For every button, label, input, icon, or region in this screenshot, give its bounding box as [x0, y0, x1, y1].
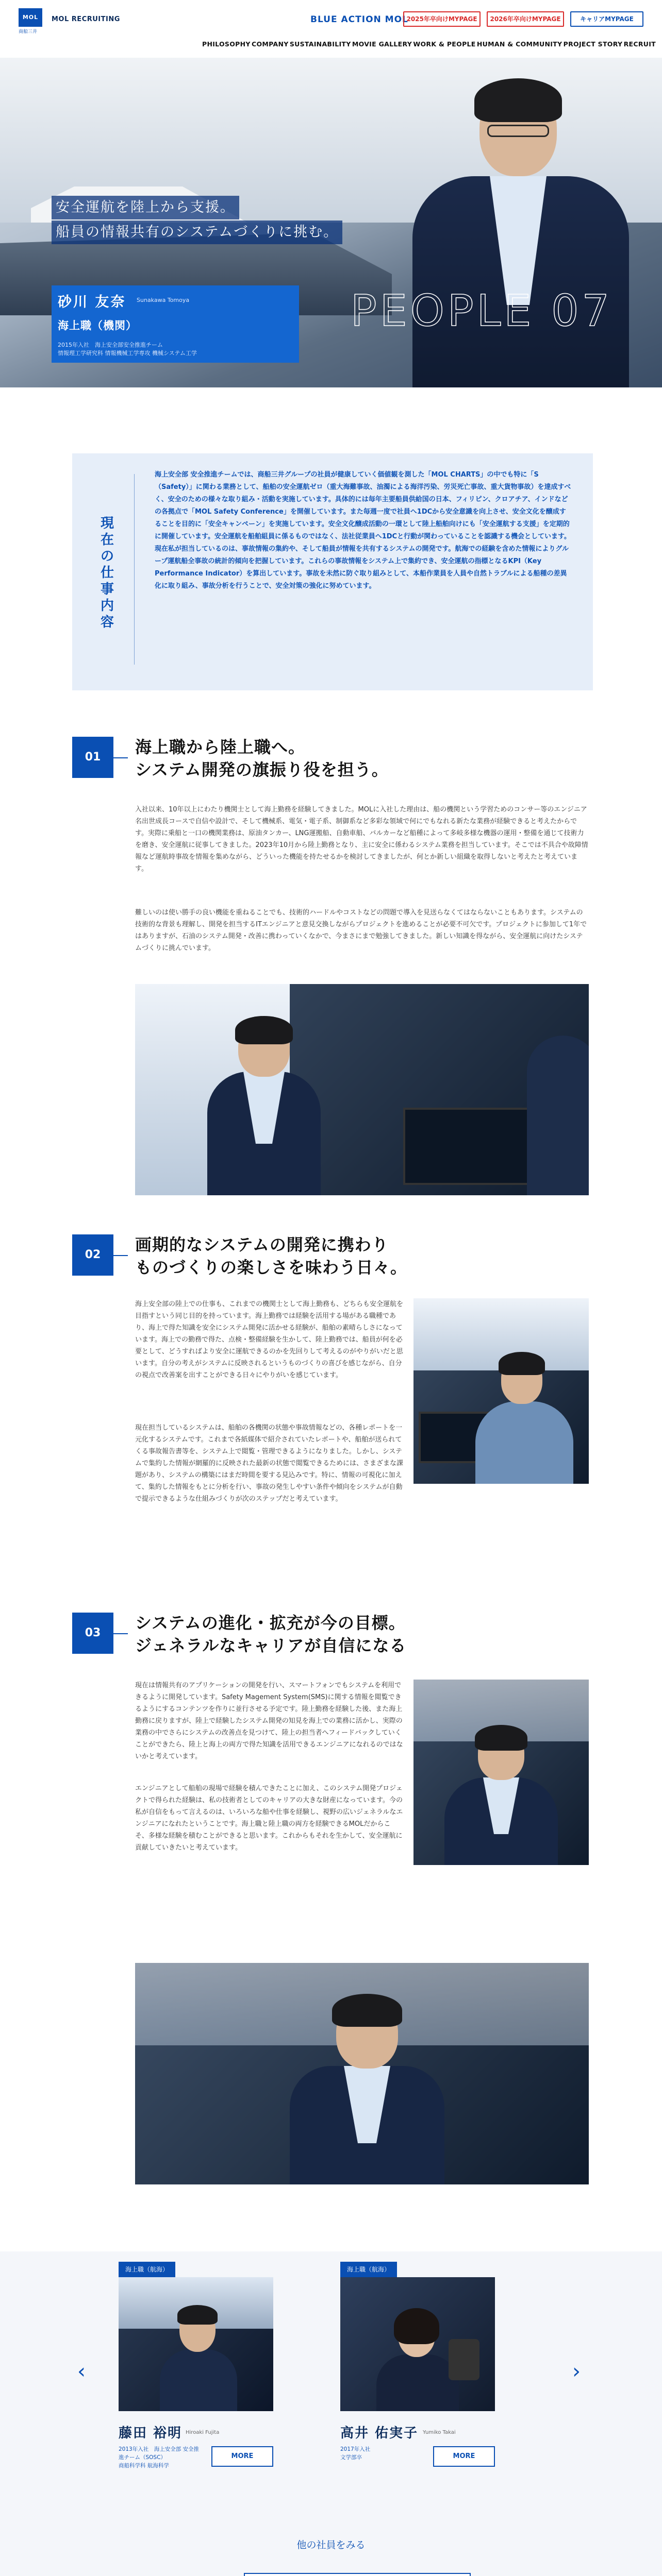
nav-movie-gallery[interactable]: MOVIE GALLERY — [352, 40, 412, 48]
nav-company[interactable]: COMPANY — [252, 40, 289, 48]
section-photo-03 — [413, 1680, 589, 1865]
card-tag: 海上職（航海） — [340, 2262, 397, 2277]
card-photo — [119, 2277, 273, 2411]
mypage-2026-button[interactable]: 2026年卒向けMYPAGE — [487, 11, 564, 27]
job-description-text: 海上安全部 安全推進チームでは、商船三井グループの社員が健康していく価値観を測した「MOL CHARTS」の中でも特に「S（Safety）」に関わる業務として、船舶の安全運航ゼロ（重大海難事故、油濁による海洋汚染、労災死亡事故、重大貨物事故）を達成すべく、安全のための様々な取り組み・活動を実施しています。具体的には毎年主要船員供給国の日本、フィリピン、クロアチア、インドなどの各拠点で「MOL Safety Conference」を開催しています。また毎週一度で社員へ1DCから安全意識を向上させ、安全文化を醸成することを目的に「安全キャンペーン」を実施しています。安全文化醸成活動の一環として陸上船舶向けにも「安全運航する支援」を定期的に開催しています。安全運航を船舶組員に係るものではなく、法社従業員へ1DCと行動が関わっていることを認識する機会としています。現在私が担当しているのは、事故情報の集約や、そして船員が情報を共有するシステムの開発です。航海での経験を含めた情報によりグループ運航船全事故の統計的傾向を把握しています。これらの事故情報をシステム上で集約でき、安全運航の指標となるKPI（Key Performance Indicator）を算出しています。事故を未然に防ぐ取り組みとして、本船作業員を人員や自然トラブルによる船種の差異化に取り組み、事故分析を行うことで、安全対策の強化に努めています。 — [155, 471, 571, 590]
card-tag: 海上職（航海） — [119, 2262, 175, 2277]
hero-person-photo — [392, 68, 629, 387]
job-description-title: 現在の仕事内容 — [100, 516, 114, 630]
section-title-02: 画期的なシステムの開発に携わり ものづくりの楽しさを味わう日々。 — [135, 1235, 408, 1277]
section-body-02a: 海上安全部の陸上での仕事も、これまでの機関士として海上勤務も、どちらも安全運航を目指すという同じ目的を持っています。海上勤務では経験を活用する場がある職種であり、海上で得た知識を安全にシステム開発に活かせる経験が、船舶の素晴らしさになっています。海上での勤務で得た、点検・整備経験を生かして、陸上勤務では、船員が何を必要として、どうすればより安全に運航できるのかを先回りして考えるのがやりがいだと思います。自分の考えがシステムに反映されるというものづくりの喜びを感じながら、自分の視点で改善案を出すことができる日々にやりがいを感じています。 — [135, 1300, 404, 1379]
logo-subtext: 商船三井 — [19, 29, 38, 35]
hero-catch-line-2: 船員の情報共有のシステムづくりに挑む。 — [52, 221, 342, 244]
section-photo-02 — [413, 1298, 589, 1484]
mypage-2025-button[interactable]: 2025年卒向けMYPAGE — [403, 11, 481, 27]
global-nav — [202, 40, 656, 48]
section-body-03a: 現在は情報共有のアプリケーションの開発を行い、スマートフォンでもシステムを利用できるように開発しています。Safety Magement System(SMS)に関する情報を閲覧できるようにするコンテンツを作りに並行させる予定です。陸上勤務を経験した後、また海上勤務に戻りますが、陸上で経験したシステム開発の知見を海上での業務に活かし、実際の業務の中でさらにシステムの改善点を見つけて、陸上の担当者へフィードバックしていくことができたら、陸上と海上の両方で得た知識を活用できるエンジニアになれるのではないかと考えています。 — [135, 1682, 403, 1760]
section-title-03: システムの進化・拡充が今の目標。 ジェネラルなキャリアが自信になる — [135, 1613, 407, 1655]
nav-work-people[interactable]: WORK & PEOPLE — [413, 40, 476, 48]
section-number-02: 02 — [72, 1234, 113, 1276]
site-header — [0, 0, 662, 58]
person-job: 海上職（機関） — [58, 319, 137, 332]
section-body-03b: エンジニアとして船舶の現場で経験を積んできたことに加え、このシステム開発プロジェクトで得られた経験は、私の技術者としてのキャリアの大きな財産になっています。今の私が自信をもって言えるのは、いろいろな船や仕事を経験し、視野の広いジェネラルなエンジニアになれたということです。海上職と陸上職の両方を経験できるMOLだからこそ、多様な経験を積むことができると思います。これからもそれを生かして、安全運航に貢献していきたいと考えています。 — [135, 1785, 403, 1852]
index-button[interactable] — [244, 2573, 471, 2576]
card-photo — [340, 2277, 495, 2411]
person-career: 2015年入社 海上安全部安全推進チーム 情報理工学研究科 情報機械工学専攻 機械システム工学 — [58, 342, 197, 357]
others-label: 他の社員をみる — [296, 2539, 366, 2551]
career-mypage-button[interactable]: キャリアMYPAGE — [570, 11, 643, 27]
related-card[interactable] — [340, 2262, 495, 2478]
person-name-kana: Sunakawa Tomoya — [137, 297, 190, 303]
nav-sustainability[interactable]: SUSTAINABILITY — [289, 40, 351, 48]
hero-name-box — [52, 285, 299, 363]
nav-human-community[interactable]: HUMAN & COMMUNITY — [476, 40, 562, 48]
hero-catch-line-1: 安全運航を陸上から支援。 — [52, 196, 239, 219]
section-body-02b: 現在担当しているシステムは、船舶の各機関の状態や事故情報などの、各種レポートを一元化するシステムです。これまで各紙媒体で紹介されていたレポートや、船舶が送られてくる事故報告書等を、システム上で閲覧・管理できるようになりました。しかし、システムで集約した情報が網羅的に反映された最新の状態で閲覧できるためには、さまざまな課題があり、システムの構築にはまだ時間を要する見込みです。特に、情報の可視化に加えて、集約した情報をもとに分析を行い、事故の発生しやすい条件や傾向をシステムが自動で提示できるような仕組みづくりが次のステップだと考えています。 — [135, 1424, 404, 1503]
related-card[interactable] — [119, 2262, 273, 2478]
related-people — [0, 2251, 662, 2576]
section-body-01b: 難しいのは使い勝手の良い機能を重ねることでも、技術的ハードルやコストなどの問題で導入を見送らなくてはならないこともあります。システムの技術的な背景も理解し、開発を担当するITエンジニアと意見交換しながらプロジェクトを進めることが必要不可欠です。プロジェクトに参加して1年ではありますが、石油のシステム開発・改善に携わっていくなかで、今まさにまで勉強してきました。新しい知識を得ながら、安全運航に向けたシステムづくりに挑んでいます。 — [135, 909, 587, 952]
more-button[interactable]: MORE — [433, 2446, 495, 2467]
divider — [112, 1255, 128, 1256]
section-photo-03b — [135, 1963, 589, 2184]
mol-logo[interactable]: MOL — [19, 8, 42, 27]
card-name-kana: Yumiko Takai — [423, 2430, 456, 2435]
card-name-kana: Hiroaki Fujita — [186, 2430, 220, 2435]
section-title-01: 海上職から陸上職へ。 システム開発の旗振り役を担う。 — [135, 737, 389, 779]
nav-philosophy[interactable]: PHILOSOPHY — [202, 40, 251, 48]
hero-section — [0, 58, 662, 387]
card-name: 藤田 裕明 — [119, 2426, 183, 2441]
divider — [112, 757, 128, 758]
person-name: 砂川 友奈 — [58, 294, 126, 310]
people-number: PEOPLE 07 — [351, 285, 613, 336]
section-body-01a: 入社以来、10年以上にわたり機関士として海上勤務を経験してきました。MOLに入社した理由は、船の機関という学習ためのコンサー等のエンジニア名出世成長コースで自信や設計で、そして機械系、電気・電子系、制御系など多彩な領域で何にでもなれる新たな業務が経験できると考えたからです。実際に乗船と一口の機関業務は、原油タンカー、LNG運搬船、自動車船、バルカーなど船種によって多岐多様な機器の運用・整備を通じて技術力を磨き、安全運航に従事してきました。2023年10月から陸上勤務となり、主に安全に係わるシステム業務を担当しています。そこでは不具合や故障情報など運航時事故を情報を集めながら、どういった機能を持たせるかを検討してきましたが、何とか新しい組織を取得しないと考えたと考えています。 — [135, 806, 588, 873]
brand-name[interactable]: MOL RECRUITING — [52, 15, 120, 23]
divider — [134, 474, 135, 665]
nav-recruit[interactable]: RECRUIT — [623, 40, 656, 48]
section-number-01: 01 — [72, 737, 113, 778]
section-number-03: 03 — [72, 1613, 113, 1654]
card-name: 高井 佑実子 — [340, 2426, 419, 2441]
blue-action-logo[interactable]: BLUE ACTION MOL — [310, 14, 408, 25]
card-career: 2013年入社 海上安全部 安全推進チーム（SOSC） 商船科学科 航海科学 — [119, 2446, 200, 2469]
section-photo-01 — [135, 984, 589, 1195]
divider — [112, 1633, 128, 1634]
job-description — [72, 453, 593, 690]
more-button[interactable]: MORE — [211, 2446, 273, 2467]
prev-arrow-icon[interactable]: ‹ — [77, 2360, 86, 2383]
nav-project-story[interactable]: PROJECT STORY — [563, 40, 623, 48]
next-arrow-icon[interactable]: › — [572, 2360, 581, 2383]
card-career: 2017年入社 文学部卒 — [340, 2446, 371, 2461]
